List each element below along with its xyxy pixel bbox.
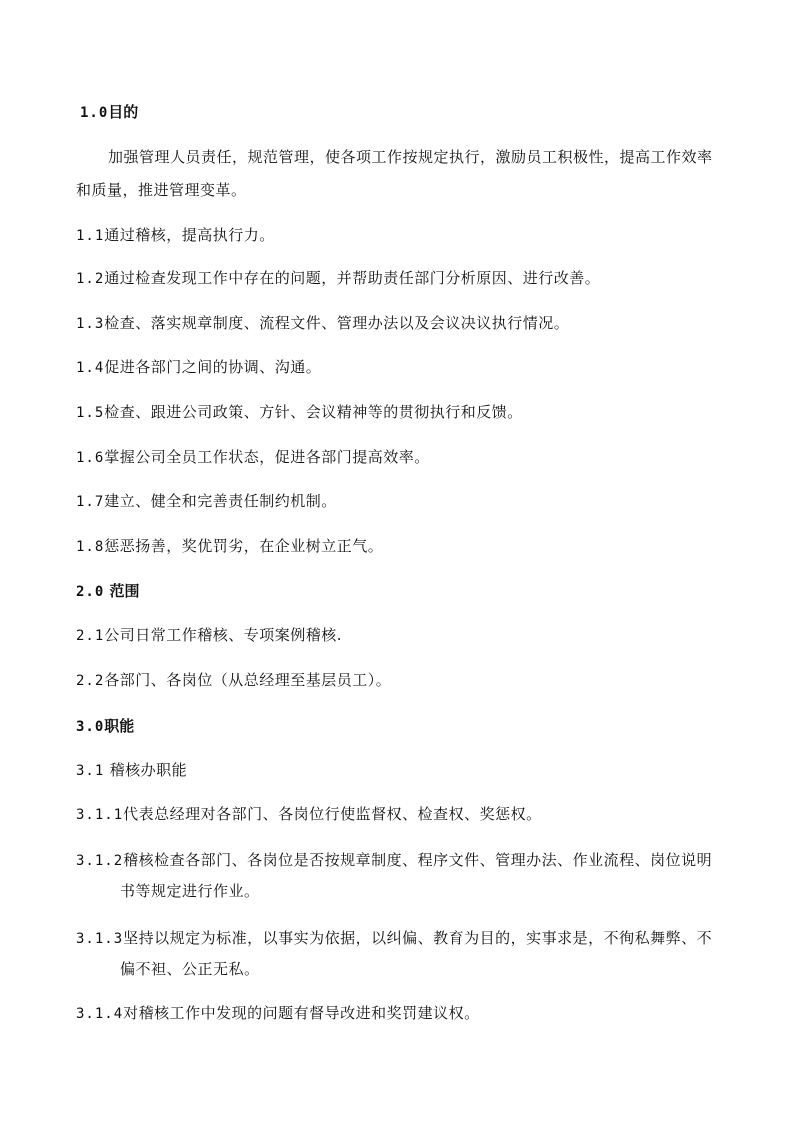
list-item (76, 447, 430, 468)
item-number: 1.6 (76, 450, 105, 466)
item-number: 3.1.2 (76, 853, 124, 869)
section-heading-2 (76, 581, 140, 602)
item-text: 对稽核工作中发现的问题有督导改进和奖罚建议权。 (123, 1004, 480, 1022)
item-text: 坚持以规定为标准，以事实为依据，以纠偏、教育为目的，实事求是，不徇私舞弊、不 (123, 929, 713, 947)
item-number: 1.7 (76, 494, 105, 510)
item-text: 各部门、各岗位（从总经理至基层员工）。 (104, 671, 392, 689)
list-item (76, 268, 600, 289)
item-text: 检查、跟进公司政策、方针、会议精神等的贯彻执行和反馈。 (104, 403, 523, 421)
section-number: 3.0 (76, 719, 105, 735)
list-item (76, 225, 275, 246)
item-number: 1.5 (76, 405, 105, 421)
item-number: 2.2 (76, 673, 105, 689)
item-text: 掌握公司全员工作状态，促进各部门提高效率。 (104, 448, 430, 466)
list-item (76, 625, 342, 646)
list-item (76, 1003, 480, 1024)
item-number: 1.3 (76, 316, 105, 332)
item-text: 通过检查发现工作中存在的问题，并帮助责任部门分析原因、进行改善。 (104, 269, 601, 287)
section-title: 目的 (108, 103, 139, 121)
section-title: 范围 (109, 582, 140, 600)
item-text: 促进各部门之间的协调、沟通。 (104, 358, 322, 376)
item-number: 2.1 (76, 628, 105, 644)
list-item-continuation: 偏不袒、公正无私。 (120, 960, 260, 978)
subsection-heading (76, 760, 187, 781)
list-item (76, 313, 569, 334)
intro-paragraph-line-1: 加强管理人员责任，规范管理，使各项工作按规定执行，激励员工积极性，提高工作效率 (108, 148, 713, 166)
item-text: 惩恶扬善，奖优罚劣，在企业树立正气。 (104, 537, 384, 555)
section-heading-1 (80, 102, 138, 123)
item-number: 1.4 (76, 360, 105, 376)
subsection-title: 稽核办职能 (109, 761, 188, 779)
intro-paragraph-line-2: 和质量，推进管理变革。 (76, 181, 247, 199)
item-text: 稽核检查各部门、各岗位是否按规章制度、程序文件、管理办法、作业流程、岗位说明 (123, 851, 713, 869)
item-number: 3.1.4 (76, 1006, 124, 1022)
section-title: 职能 (104, 717, 135, 735)
item-number: 1.1 (76, 228, 105, 244)
list-item (76, 536, 383, 557)
item-text: 检查、落实规章制度、流程文件、管理办法以及会议决议执行情况。 (104, 314, 570, 332)
subsection-number: 3.1 (76, 763, 105, 779)
item-number: 1.8 (76, 539, 105, 555)
list-item (76, 804, 542, 825)
item-number: 3.1.1 (76, 807, 124, 823)
list-item (76, 491, 337, 512)
section-number: 1.0 (80, 105, 109, 121)
list-item (76, 928, 712, 949)
list-item-continuation: 书等规定进行作业。 (120, 882, 260, 900)
item-number: 1.2 (76, 271, 105, 287)
item-text: 建立、健全和完善责任制约机制。 (104, 492, 337, 510)
list-item (76, 357, 321, 378)
section-number: 2.0 (76, 584, 105, 600)
item-text: 代表总经理对各部门、各岗位行使监督权、检查权、奖惩权。 (123, 805, 542, 823)
section-heading-3 (76, 716, 134, 737)
item-text: 通过稽核，提高执行力。 (104, 226, 275, 244)
list-item (76, 850, 712, 871)
item-text: 公司日常工作稽核、专项案例稽核. (104, 626, 343, 644)
list-item (76, 402, 523, 423)
item-number: 3.1.3 (76, 931, 124, 947)
list-item (76, 670, 391, 691)
